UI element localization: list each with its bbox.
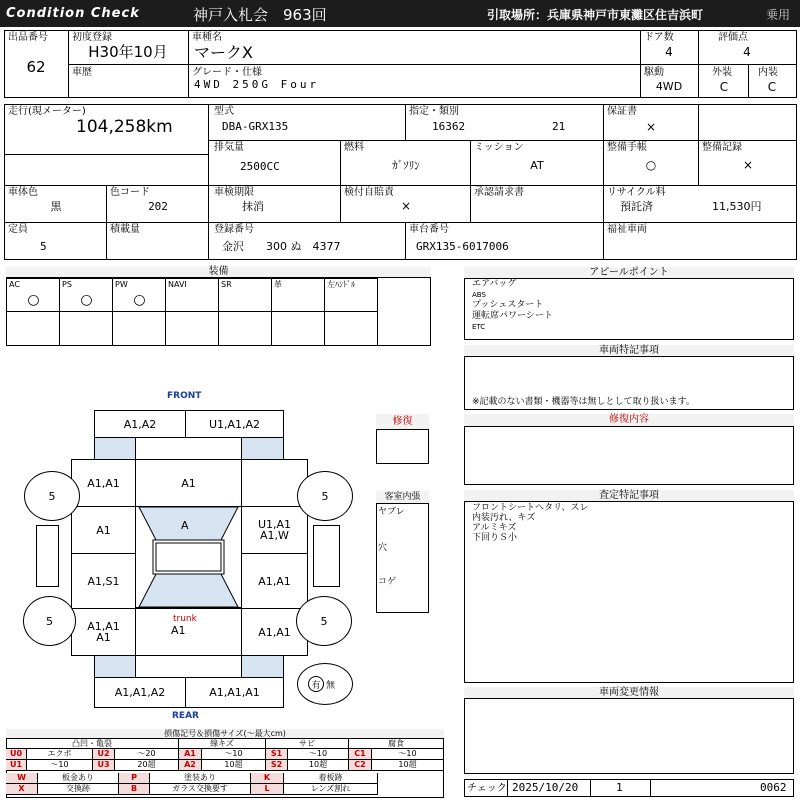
- right-rear-door: A1,A1: [241, 553, 308, 609]
- color-code: 202: [148, 200, 168, 213]
- legend-code: L: [251, 784, 284, 795]
- fuel-label: 燃料: [344, 142, 364, 153]
- hood: A1: [135, 459, 242, 507]
- legend-code: C2: [349, 760, 372, 771]
- manual: ○: [645, 158, 657, 172]
- legend-desc: 10超: [202, 760, 266, 771]
- grade-label: グレード・仕様: [192, 67, 262, 78]
- equipment-blank-cell: [59, 311, 113, 346]
- equipment-label: 革: [274, 280, 282, 289]
- grade: 4WD 250G Four: [194, 78, 320, 91]
- equipment-cell: [165, 278, 219, 312]
- exterior-label: 外装: [712, 67, 732, 78]
- car-name: マークX: [194, 43, 253, 62]
- equipment-cell: [112, 278, 166, 312]
- appeal-item: ABS: [472, 291, 486, 299]
- equipment-cell: [6, 278, 60, 312]
- tire-rear-left: 5: [23, 596, 76, 646]
- pickup-location: 引取場所：兵庫県神戸市東灘区住吉浜町: [487, 8, 704, 22]
- legend-desc: レンズ割れ: [284, 784, 378, 795]
- roof-value: A: [181, 519, 189, 532]
- equipment-cell: [324, 278, 378, 312]
- legend-code: U2: [93, 749, 115, 760]
- legend-desc: 20超: [115, 760, 179, 771]
- equipment-label: 左ﾊﾝﾄﾞﾙ: [327, 280, 355, 289]
- check-label: チェック: [467, 783, 507, 794]
- note-item: 内装汚れ、キズ: [472, 513, 536, 523]
- spare-no: 無: [326, 680, 336, 691]
- spare-tire: [297, 663, 353, 705]
- left-front-door: A1: [71, 506, 136, 554]
- legend-desc: 〜10: [372, 749, 444, 760]
- inspection-notes-title: 査定特記事項: [464, 490, 794, 502]
- interior-label: 内装: [758, 67, 778, 78]
- brand-title: Condition Check: [6, 6, 140, 21]
- legend-desc: 塗装あり: [150, 773, 251, 784]
- front-label: FRONT: [167, 391, 202, 401]
- color-code-label: 色コード: [110, 187, 150, 198]
- score: 4: [743, 45, 751, 59]
- tire-front-right: 5: [297, 471, 353, 521]
- insurance: ×: [400, 199, 412, 213]
- equipment-label: NAVI: [168, 280, 187, 289]
- chassis-label: 車台番号: [409, 224, 449, 235]
- legend-desc: 板金あり: [38, 773, 119, 784]
- capacity-label: 定員: [8, 224, 28, 235]
- equipment-label: AC: [9, 280, 20, 289]
- equipment-cell: [59, 278, 113, 312]
- legend-desc: 10超: [288, 760, 349, 771]
- fuel: ｶﾞｿﾘﾝ: [392, 159, 420, 172]
- plate-label: 登録番号: [214, 224, 254, 235]
- check-code: 0062: [760, 781, 787, 794]
- approval-label: 承認請求書: [474, 187, 524, 198]
- change-info-title: 車両変更情報: [464, 687, 794, 699]
- note-item: 下回りＳ小: [472, 533, 518, 543]
- equipment-cell: [218, 278, 272, 312]
- repair-content-title: 修復内容: [464, 414, 794, 427]
- right-step: [313, 525, 340, 587]
- legend-group-label: 線キズ: [179, 739, 266, 749]
- tire-rear-right: 5: [296, 596, 352, 646]
- history-label: 車歴: [72, 67, 92, 78]
- mileage: 104,258km: [76, 117, 173, 137]
- legend-code: P: [119, 773, 150, 784]
- legend-code: A2: [179, 760, 202, 771]
- legend-desc: 〜20: [115, 749, 179, 760]
- trunk-value: A1: [171, 624, 186, 637]
- rear-right-wheel-arch: [241, 655, 284, 678]
- legend-code: K: [251, 773, 284, 784]
- rear-bumper-right: A1,A1,A1: [185, 677, 284, 708]
- insurance-label: 検付自賠責: [344, 187, 394, 198]
- equipment-blank-cell: [6, 311, 60, 346]
- doors-label: ドア数: [644, 32, 674, 43]
- recycle-status: 預託済: [620, 200, 653, 213]
- warranty-label: 保証書: [607, 106, 637, 117]
- model: DBA-GRX135: [222, 120, 289, 133]
- capacity: 5: [40, 240, 47, 253]
- legend-code: S1: [266, 749, 288, 760]
- equipment-label: SR: [221, 280, 232, 289]
- legend-code: U3: [93, 760, 115, 771]
- equipment-cell: [271, 278, 325, 312]
- drive: 4WD: [655, 80, 683, 93]
- front-bumper-left: A1,A2: [94, 410, 186, 438]
- legend-code: U1: [6, 760, 27, 771]
- plate-number: 金沢 300 ぬ 4377: [222, 240, 341, 253]
- front-right-wheel-arch: [241, 437, 284, 460]
- mission-label: ミッション: [474, 142, 524, 153]
- left-rear-door: A1,S1: [71, 553, 136, 609]
- equipment-label: PS: [62, 280, 72, 289]
- first-reg: H30年10月: [88, 43, 168, 61]
- legend-desc: 10超: [372, 760, 444, 771]
- cabin-tear: ヤブレ: [378, 507, 405, 517]
- legend-group-label: サビ: [266, 739, 349, 749]
- repair-box-title: 修復: [376, 414, 429, 430]
- legend-title: 損傷記号＆損傷サイズ(〜最大cm): [6, 729, 444, 739]
- displacement: 2500CC: [240, 160, 280, 173]
- equipment-blank-cell: [324, 311, 378, 346]
- model-label: 型式: [214, 106, 234, 117]
- load-label: 積載量: [110, 224, 140, 235]
- inspection-notes-list: [472, 503, 589, 543]
- front-panel: [135, 437, 242, 460]
- displacement-label: 排気量: [214, 142, 244, 153]
- legend-code: X: [6, 784, 38, 795]
- chassis-number: GRX135-6017006: [416, 240, 509, 253]
- note-item: アルミキズ: [472, 523, 517, 533]
- left-front-fender: A1,A1: [71, 459, 136, 507]
- lot-no: 62: [26, 58, 46, 76]
- appeal-item: 運転席パワーシート: [472, 311, 553, 321]
- score-label: 評価点: [718, 32, 748, 43]
- equipment-blank-cell: [112, 311, 166, 346]
- legend-group-label: 凸凹・亀裂: [6, 739, 179, 749]
- legend-desc: 〜10: [202, 749, 266, 760]
- color-label: 車体色: [8, 187, 38, 198]
- auction-title: 神戸入札会 963回: [193, 6, 327, 24]
- special-notes-title: 車両特記事項: [464, 345, 794, 357]
- equipment-title: 装備: [6, 267, 431, 278]
- drive-label: 駆動: [644, 67, 664, 78]
- interior-grade: C: [767, 80, 777, 94]
- first-reg-label: 初度登録: [72, 32, 112, 43]
- record: ×: [742, 158, 754, 172]
- legend-desc: 〜10: [288, 749, 349, 760]
- equipment-blank-cell: [165, 311, 219, 346]
- legend-desc: 〜10: [27, 760, 93, 771]
- car-name-label: 車種名: [192, 32, 222, 43]
- change-info-panel: [464, 687, 794, 774]
- appeal-title: アピールポイント: [464, 267, 794, 279]
- equipment-value: ○: [80, 292, 93, 308]
- equipment-label: PW: [115, 280, 128, 289]
- appeal-item: ETC: [472, 323, 486, 331]
- rear-panel: [135, 655, 242, 678]
- legend-code: S2: [266, 760, 288, 771]
- category-no: 21: [552, 120, 566, 133]
- record-label: 整備記録: [702, 142, 742, 153]
- equipment-value: ○: [27, 292, 40, 308]
- left-step: [36, 525, 59, 587]
- legend-desc: 交換跡: [38, 784, 119, 795]
- appeal-item: エアバッグ: [472, 279, 517, 289]
- welfare-label: 福祉車両: [607, 224, 647, 235]
- appeal-list: [472, 279, 553, 332]
- manual-label: 整備手帳: [607, 142, 647, 153]
- legend-code: W: [6, 773, 38, 784]
- check-num: 1: [616, 781, 623, 794]
- legend-desc: エクボ: [27, 749, 93, 760]
- tire-front-left: 5: [24, 471, 80, 521]
- front-left-wheel-arch: [94, 437, 136, 460]
- exterior-grade: C: [719, 80, 729, 94]
- legend-group-label: 腐食: [349, 739, 444, 749]
- cabin-burn: コゲ: [378, 577, 397, 587]
- front-bumper-right: U1,A1,A2: [185, 410, 284, 438]
- cabin-title: 客室内張: [376, 491, 429, 504]
- appeal-item: プッシュスタート: [472, 300, 544, 310]
- right-rear-fender: A1,A1: [241, 608, 308, 656]
- trunk-label: trunk: [173, 614, 197, 624]
- inspection: 抹消: [242, 200, 264, 213]
- recycle-label: リサイクル料: [607, 187, 666, 198]
- legend-code: C1: [349, 749, 372, 760]
- lot-no-label: 出品番号: [8, 32, 48, 43]
- note-item: フロントシートヘタリ、スレ: [472, 503, 589, 513]
- special-note: ※記載のない書類・機器等は無しとして取り扱います。: [472, 397, 695, 407]
- equipment-value: ○: [133, 292, 146, 308]
- check-date: 2025/10/20: [512, 781, 579, 794]
- doors: 4: [665, 45, 673, 59]
- rear-bumper-left: A1,A1,A2: [94, 677, 186, 708]
- rear-left-wheel-arch: [94, 655, 136, 678]
- equipment-blank-cell: [271, 311, 325, 346]
- legend-code: U0: [6, 749, 27, 760]
- designation-label: 指定・類別: [409, 106, 459, 117]
- rear-label: REAR: [172, 711, 199, 721]
- equipment-blank-cell: [218, 311, 272, 346]
- color: 黒: [50, 200, 62, 213]
- legend-desc: ガラス交換要す: [150, 784, 251, 795]
- spare-yes-mark: 有: [308, 676, 324, 692]
- designation: 16362: [432, 120, 466, 133]
- warranty: ×: [645, 120, 657, 134]
- right-front-door: U1,A1 A1,W: [241, 506, 308, 554]
- left-rear-fender: A1,A1 A1: [71, 608, 136, 656]
- mission: AT: [530, 159, 544, 172]
- category-label: 乗用: [766, 8, 791, 22]
- legend-desc: 着板跡: [284, 773, 378, 784]
- mileage-label: 走行(現メーター): [8, 106, 86, 117]
- inspection-label: 車検期限: [214, 187, 254, 198]
- legend-code: A1: [179, 749, 202, 760]
- recycle-fee: 11,530円: [712, 200, 762, 213]
- legend-code: B: [119, 784, 150, 795]
- cabin-hole: 穴: [378, 543, 388, 553]
- header-bar: [0, 0, 800, 27]
